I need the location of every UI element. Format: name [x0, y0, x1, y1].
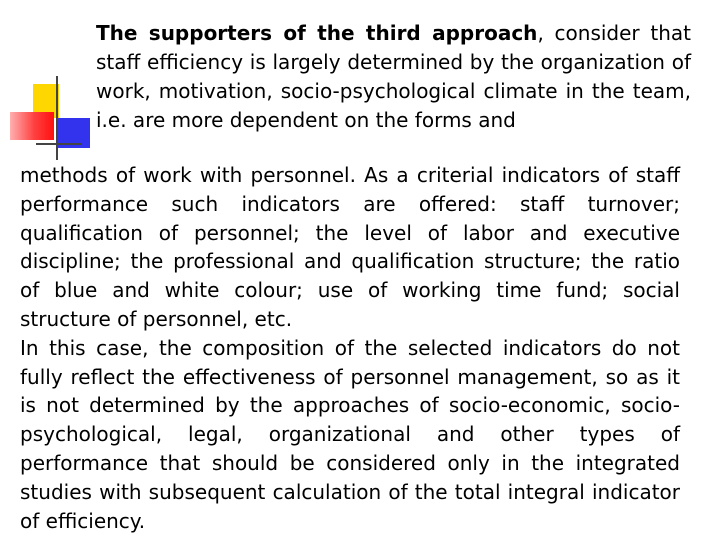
- main-text-block: [20, 161, 680, 535]
- conclusion-paragraph: In this case, the composition of the selected indicators do not fully reflect the effectiveness of personnel management, so as it is not determined by the approaches of socio-economic, socio-psychological, legal, organizational and other types of performance that should be considered only in the integrated studies with subsequent calculation of the total integral indicator of efficiency.: [20, 335, 680, 533]
- continued-paragraph: methods of work with personnel. As a criterial indicators of staff performance such indicators are offered: staff turnover; qualification of personnel; the level of labor and executive discipline; the professional and qualification structure; the ratio of blue and white colour; use of working time fund; social structure of personnel, etc.: [20, 163, 680, 331]
- intro-text: , consider that staff efficiency is largely determined by the organization of work, motivation, socio-psychological climate in the team, i.e. are more dependent on the forms and: [96, 21, 692, 132]
- logo-vertical-line: [56, 76, 58, 160]
- intro-bold-lead: The supporters of the third approach: [96, 21, 538, 45]
- intro-paragraph: [96, 19, 691, 135]
- logo-horizontal-line: [36, 143, 82, 145]
- slide-logo-icon: [0, 0, 95, 165]
- logo-red-square: [10, 112, 54, 140]
